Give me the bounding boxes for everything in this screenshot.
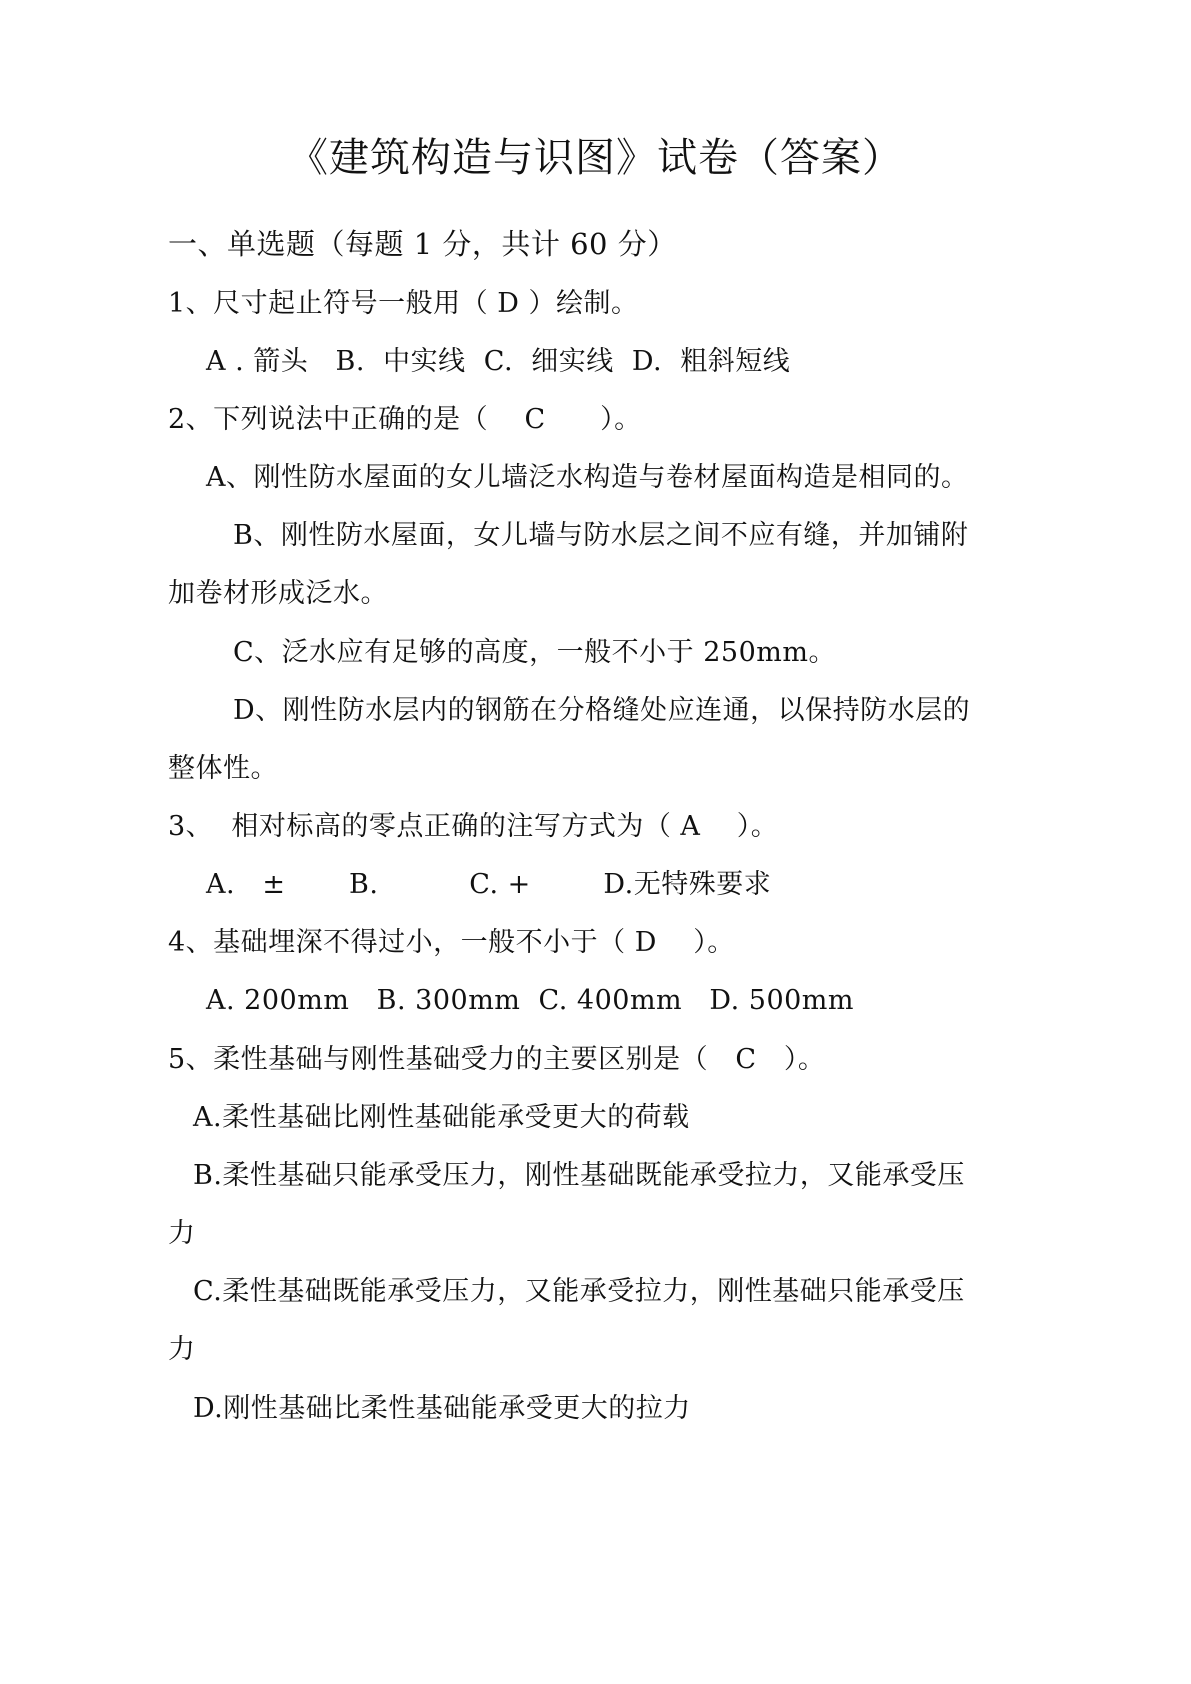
question-2-option-c: C、泛水应有足够的高度，一般不小于 250mm。 — [233, 637, 836, 668]
question-2-option-d: D、刚性防水层内的钢筋在分格缝处应连通，以保持防水层的 — [233, 695, 971, 726]
question-3-options: A. ± B. C. + D.无特殊要求 — [206, 869, 772, 900]
question-2: 2、下列说法中正确的是（ C ）。 — [168, 404, 642, 435]
question-5-option-c: C.柔性基础既能承受压力，又能承受拉力，刚性基础只能承受压 — [193, 1276, 965, 1307]
question-1-options: A . 箭头 B. 中实线 C. 细实线 D. 粗斜短线 — [206, 346, 791, 377]
question-4: 4、基础埋深不得过小，一般不小于（ D ）。 — [168, 927, 735, 958]
question-2-option-b-cont: 加卷材形成泛水。 — [168, 578, 388, 609]
question-5: 5、柔性基础与刚性基础受力的主要区别是（ C ）。 — [168, 1044, 826, 1075]
question-2-option-a: A、刚性防水屋面的女儿墙泛水构造与卷材屋面构造是相同的。 — [206, 462, 969, 493]
question-5-option-c-cont: 力 — [168, 1334, 196, 1365]
question-2-option-d-cont: 整体性。 — [168, 753, 278, 784]
question-5-option-a: A.柔性基础比刚性基础能承受更大的荷载 — [193, 1102, 690, 1133]
section-heading: 一、单选题（每题 1 分，共计 60 分） — [168, 227, 677, 261]
question-1: 1、尺寸起止符号一般用（ D ）绘制。 — [168, 288, 639, 319]
question-3: 3、 相对标高的零点正确的注写方式为（ A ）。 — [168, 811, 779, 842]
question-5-option-b: B.柔性基础只能承受压力，刚性基础既能承受拉力，又能承受压 — [193, 1160, 965, 1191]
question-5-option-b-cont: 力 — [168, 1218, 196, 1249]
question-4-options: A. 200mm B. 300mm C. 400mm D. 500mm — [206, 985, 855, 1016]
exam-title: 《建筑构造与识图》试卷（答案） — [288, 135, 903, 181]
question-2-option-b: B、刚性防水屋面，女儿墙与防水层之间不应有缝，并加铺附 — [233, 520, 969, 551]
question-5-option-d: D.刚性基础比柔性基础能承受更大的拉力 — [193, 1393, 691, 1424]
